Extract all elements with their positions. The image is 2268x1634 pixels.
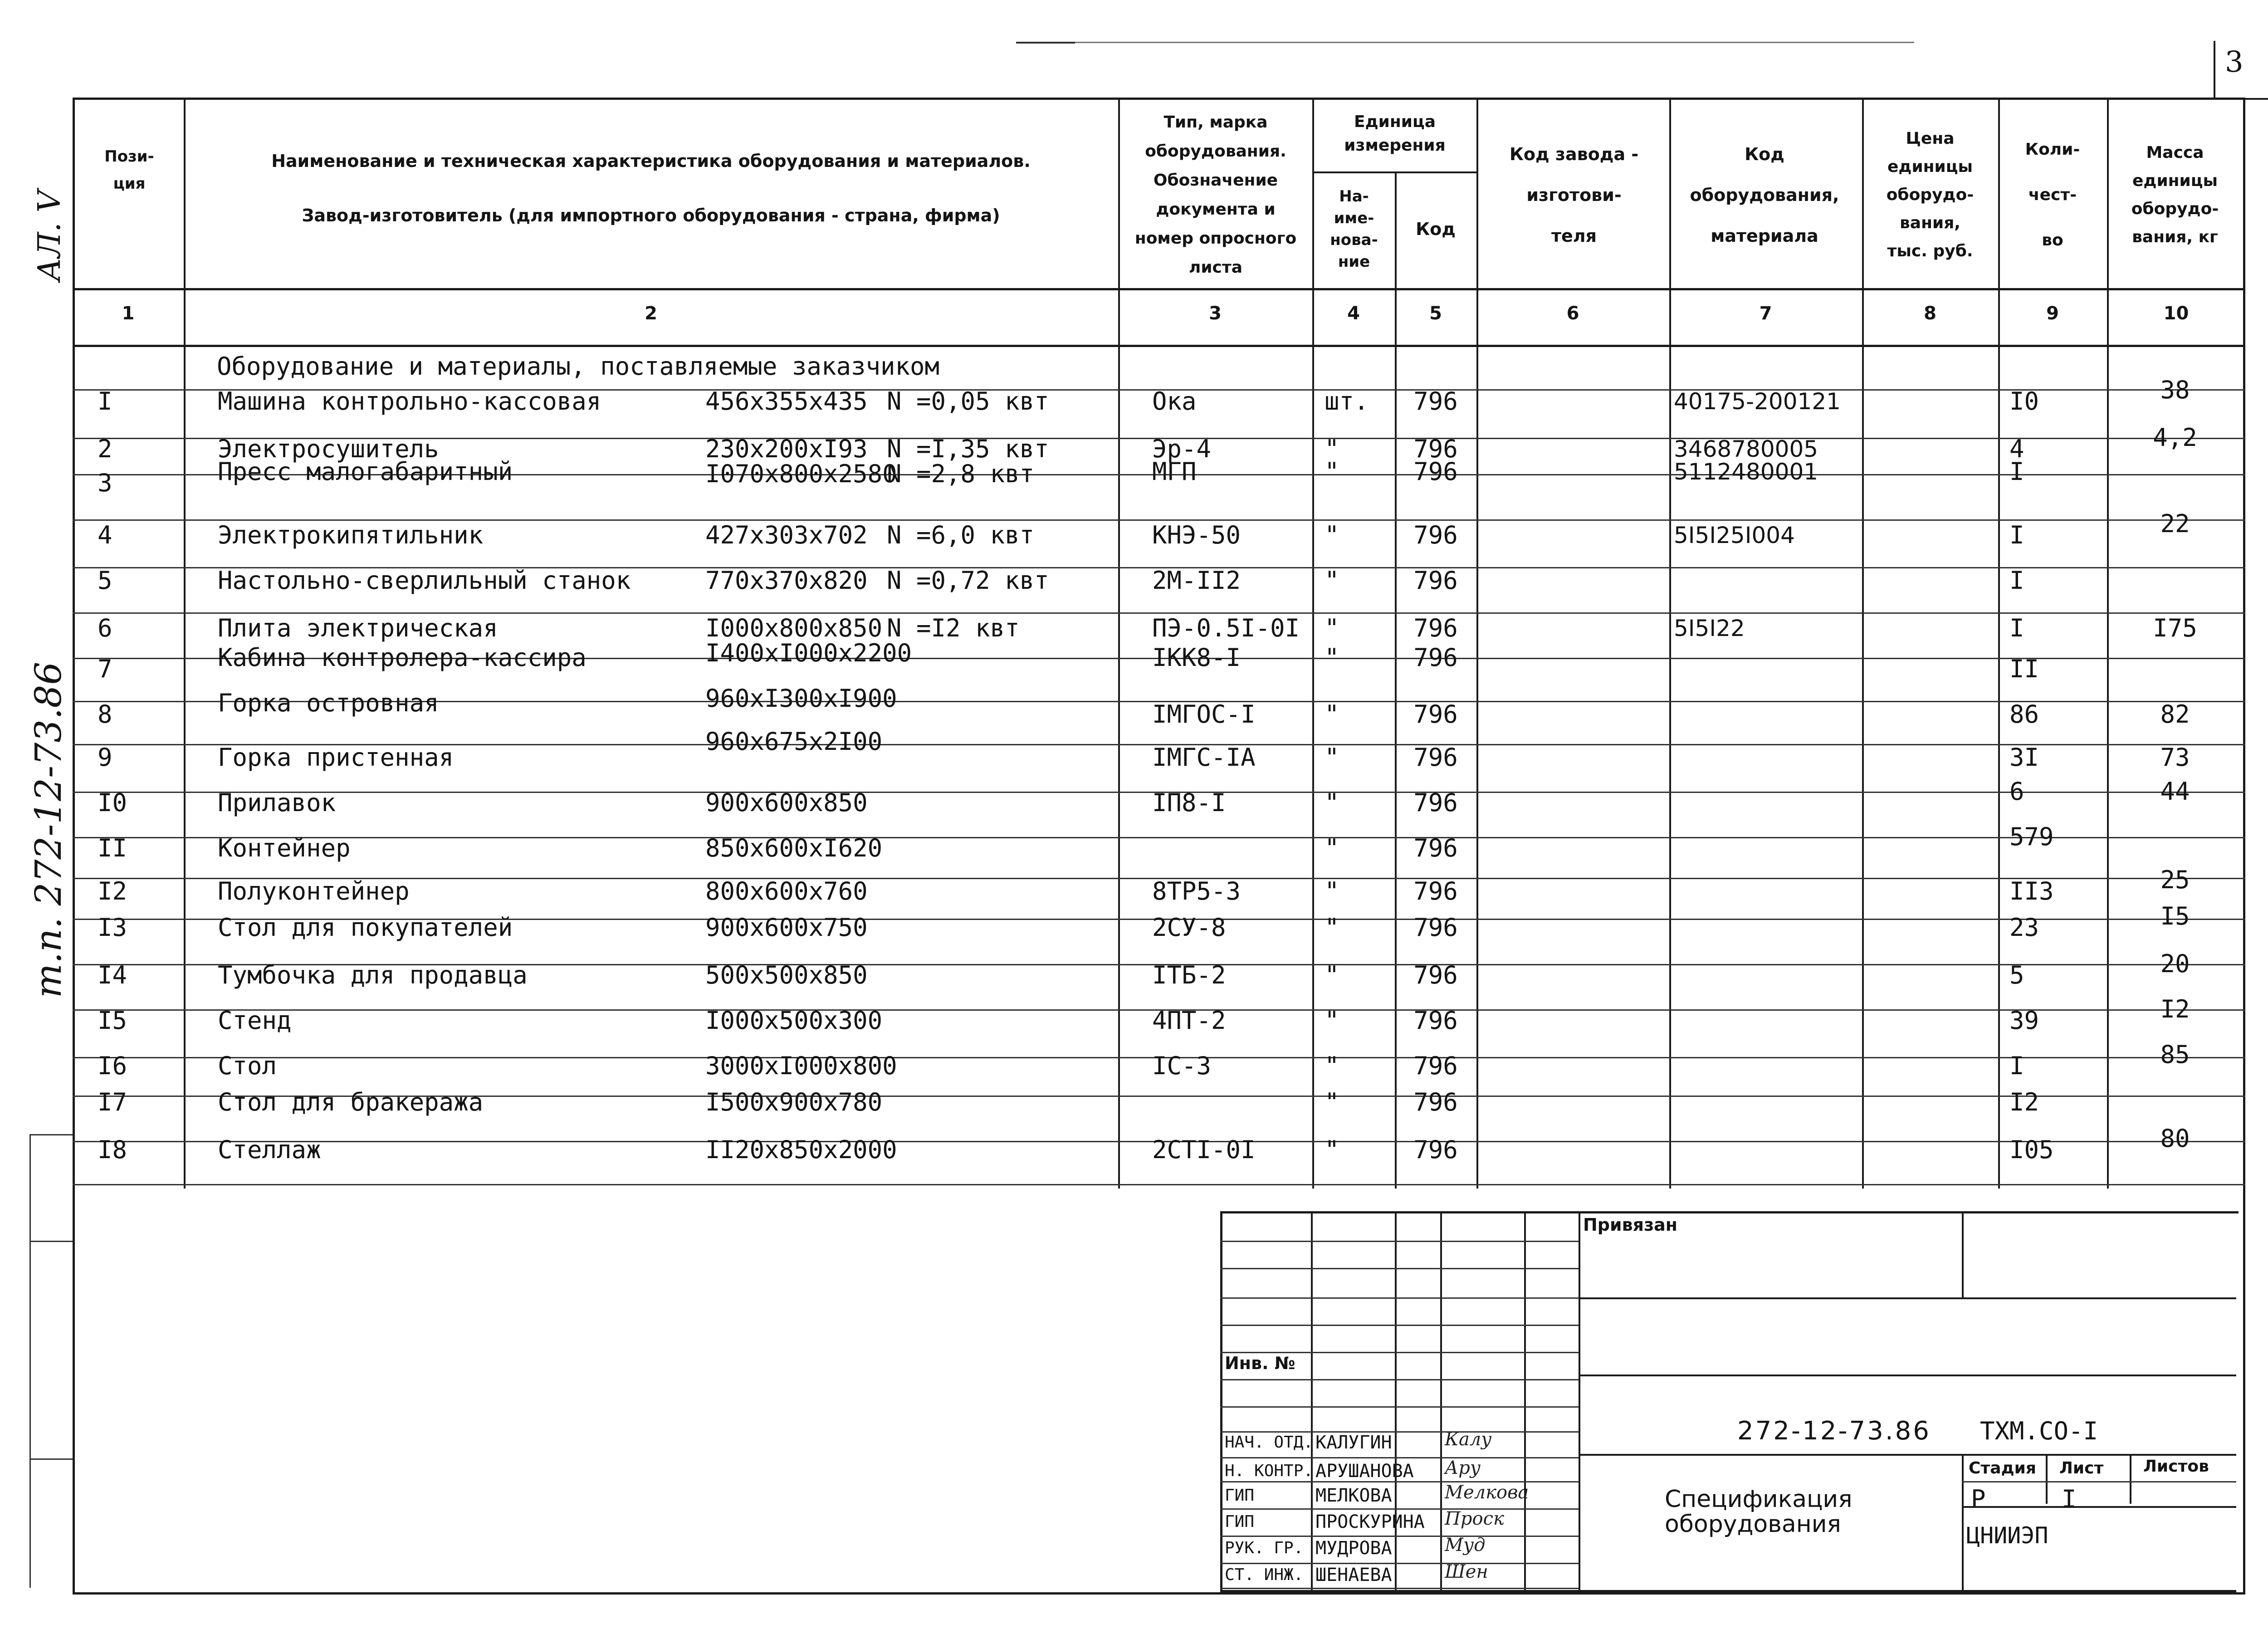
row-unit: " xyxy=(1325,614,1339,642)
header-name-line2: Завод-изготовитель (для импортного оборудования - страна, фирма) xyxy=(302,205,1000,225)
row-unit-code: 796 xyxy=(1413,1052,1458,1080)
staff-role: ГИП xyxy=(1225,1512,1255,1531)
document-title-line2: оборудования xyxy=(1665,1511,1841,1538)
row-name: Контейнер xyxy=(218,834,351,862)
table-row-line xyxy=(73,1184,2245,1185)
row-position: 3 xyxy=(98,469,112,497)
album-mark: АЛ. V xyxy=(32,190,68,281)
row-mass: 73 xyxy=(2160,743,2190,772)
left-margin-tick xyxy=(29,1458,73,1460)
stage-header-line xyxy=(1962,1481,2236,1482)
staff-signature: Муд xyxy=(1445,1535,1486,1556)
document-suffix: ТХМ.СО-I xyxy=(1980,1417,2098,1445)
row-quantity: I xyxy=(2009,457,2024,486)
row-name: Горка островная xyxy=(218,689,439,717)
row-unit-code: 796 xyxy=(1413,700,1458,729)
staff-role: НАЧ. ОТД. xyxy=(1225,1433,1314,1452)
row-position: I8 xyxy=(98,1135,127,1164)
row-name: Стол xyxy=(218,1052,277,1080)
staff-row-line xyxy=(1220,1563,1579,1564)
row-dimensions: 960xI300xI900 xyxy=(705,684,897,713)
row-unit-code: 796 xyxy=(1413,457,1458,486)
header-quantity: Коли- чест- во xyxy=(2025,140,2080,250)
row-quantity: 579 xyxy=(2009,822,2054,851)
row-position: II xyxy=(98,834,127,862)
row-dimensions: 850x600xI620 xyxy=(705,834,883,862)
column-number: 6 xyxy=(1566,303,1579,324)
row-quantity: 4 xyxy=(2009,435,2024,463)
row-type: ПЭ-0.5I-0I xyxy=(1152,614,1300,642)
sheets-label: Листов xyxy=(2143,1457,2209,1476)
section-title: Оборудование и материалы, поставляемые заказчиком xyxy=(217,352,940,381)
title-block-line xyxy=(1579,1297,2236,1299)
row-dimensions: I000x500x300 xyxy=(705,1006,883,1035)
staff-name: КАЛУГИН xyxy=(1315,1432,1392,1453)
title-block-line xyxy=(1579,1454,2236,1456)
row-unit-code: 796 xyxy=(1413,877,1458,905)
row-unit-code: 796 xyxy=(1413,1135,1458,1164)
row-mass: 22 xyxy=(2160,509,2190,538)
title-block-row-line xyxy=(1220,1431,1579,1433)
header-factory-code: Код завода - изготови- теля xyxy=(1509,144,1639,246)
header-name-line1: Наименование и техническая характеристика оборудования и материалов. xyxy=(271,151,1031,171)
row-equipment-code: 3468780005 xyxy=(1674,436,1818,462)
row-unit-code: 796 xyxy=(1413,913,1458,942)
row-unit: " xyxy=(1325,643,1339,672)
header-unit-name: На- име- нова- ние xyxy=(1330,187,1378,271)
row-equipment-code: 40175-200121 xyxy=(1674,388,1841,415)
column-number: 2 xyxy=(645,303,657,324)
row-unit: " xyxy=(1325,1088,1339,1116)
row-position: 6 xyxy=(98,614,112,642)
row-name: Электросушитель xyxy=(218,435,439,463)
row-dimensions: I070x800x2580 xyxy=(705,460,897,488)
row-unit: " xyxy=(1325,913,1339,942)
row-dimensions: 230x200xI93 xyxy=(705,435,868,463)
row-type: 2СУ-8 xyxy=(1152,913,1226,942)
table-column-line xyxy=(1476,98,1478,1189)
row-position: I3 xyxy=(98,913,127,942)
row-quantity: 39 xyxy=(2009,1006,2039,1035)
row-name: Стенд xyxy=(218,1006,292,1035)
row-mass: I5 xyxy=(2160,902,2190,930)
row-unit: " xyxy=(1325,1006,1339,1035)
row-name: Кабина контролера-кассира xyxy=(218,643,587,672)
staff-role: СТ. ИНЖ. xyxy=(1225,1566,1304,1584)
row-unit-code: 796 xyxy=(1413,435,1458,463)
row-mass: I2 xyxy=(2160,995,2190,1023)
row-unit: " xyxy=(1325,1135,1339,1164)
row-mass: 25 xyxy=(2160,866,2190,894)
row-type: IМГОС-I xyxy=(1152,700,1256,729)
row-type: 2СТI-0I xyxy=(1152,1135,1256,1164)
staff-name: МУДРОВА xyxy=(1315,1538,1392,1559)
title-block-row-line xyxy=(1220,1325,1579,1326)
row-mass: 20 xyxy=(2160,949,2190,978)
sheet-label: Лист xyxy=(2059,1459,2104,1477)
row-unit-code: 796 xyxy=(1413,1088,1458,1116)
row-position: 8 xyxy=(98,700,112,729)
column-number: 1 xyxy=(122,303,135,324)
row-mass: 85 xyxy=(2160,1040,2190,1069)
stage-bottom-line xyxy=(1962,1506,2236,1508)
row-quantity: II xyxy=(2009,655,2039,683)
row-position: I4 xyxy=(98,961,127,989)
row-mass: 4,2 xyxy=(2153,423,2197,452)
row-position: 5 xyxy=(98,566,112,595)
column-number: 9 xyxy=(2046,303,2059,324)
row-power: N =6,0 квт xyxy=(887,521,1035,549)
table-column-line xyxy=(184,98,186,1189)
row-name: Пресс малогабаритный xyxy=(218,457,513,486)
column-number: 5 xyxy=(1429,303,1442,324)
row-type: 2М-II2 xyxy=(1152,566,1241,595)
sheet-value: I xyxy=(2062,1485,2077,1513)
row-unit-code: 796 xyxy=(1413,834,1458,862)
staff-signature: Ару xyxy=(1445,1458,1481,1478)
row-type: 4ПТ-2 xyxy=(1152,1006,1226,1035)
row-type: КНЭ-50 xyxy=(1152,521,1241,549)
row-unit-code: 796 xyxy=(1413,1006,1458,1035)
row-name: Стол для покупателей xyxy=(218,913,513,942)
staff-role: РУК. ГР. xyxy=(1225,1539,1304,1557)
row-name: Стеллаж xyxy=(218,1135,321,1164)
title-block-row-line xyxy=(1220,1268,1579,1269)
row-dimensions: 770x370x820 xyxy=(705,566,868,595)
title-block-row-line xyxy=(1220,1379,1579,1380)
row-quantity: 3I xyxy=(2009,743,2039,772)
staff-signature: Калу xyxy=(1445,1429,1492,1450)
row-quantity: 23 xyxy=(2009,913,2039,942)
page-number: 3 xyxy=(2225,45,2244,79)
row-mass: I75 xyxy=(2153,614,2197,642)
row-power: N =0,72 квт xyxy=(887,566,1049,595)
staff-row-line xyxy=(1220,1536,1579,1537)
column-number: 7 xyxy=(1759,303,1772,324)
row-power: N =I,35 квт xyxy=(887,435,1049,463)
title-block-line xyxy=(1579,1375,2236,1376)
title-block-row-line xyxy=(1220,1406,1579,1408)
row-unit-code: 796 xyxy=(1413,643,1458,672)
column-number: 8 xyxy=(1924,303,1936,324)
row-name: Машина контрольно-кассовая xyxy=(218,387,601,416)
row-unit: " xyxy=(1325,566,1339,595)
row-equipment-code: 5I5I22 xyxy=(1674,615,1745,641)
row-unit: " xyxy=(1325,743,1339,772)
staff-row-line xyxy=(1220,1508,1579,1510)
header-unit-group: Единица измерения xyxy=(1344,113,1446,155)
row-unit-code: 796 xyxy=(1413,961,1458,989)
title-block-divider xyxy=(1962,1454,1964,1592)
row-type: IКК8-I xyxy=(1152,643,1241,672)
row-type: Ока xyxy=(1152,387,1197,416)
row-position: I5 xyxy=(98,1006,127,1035)
row-name: Прилавок xyxy=(218,788,336,817)
title-block-column-line xyxy=(1579,1211,1580,1592)
left-margin-tick xyxy=(29,1241,73,1242)
row-mass: 44 xyxy=(2160,777,2190,806)
staff-row-line xyxy=(1220,1481,1579,1482)
row-type: Эр-4 xyxy=(1152,435,1212,463)
staff-signature: Проск xyxy=(1445,1508,1504,1529)
row-unit-code: 796 xyxy=(1413,743,1458,772)
row-quantity: II3 xyxy=(2009,877,2054,905)
row-dimensions: 3000xI000x800 xyxy=(705,1052,897,1080)
project-code: т.п. 272-12-73.86 xyxy=(27,661,69,998)
row-name: Стол для бракеража xyxy=(218,1088,484,1116)
row-type: IП8-I xyxy=(1152,788,1226,817)
linked-label: Привязан xyxy=(1583,1215,1678,1235)
row-dimensions: I400xI000x2200 xyxy=(705,639,912,667)
row-name: Плита электрическая xyxy=(218,614,498,642)
row-unit: " xyxy=(1325,457,1339,486)
row-unit-code: 796 xyxy=(1413,788,1458,817)
row-power: N =I2 квт xyxy=(887,614,1020,642)
header-bottom-line xyxy=(73,288,2245,290)
row-position: I7 xyxy=(98,1088,127,1116)
row-dimensions: 500x500x850 xyxy=(705,961,868,989)
staff-row-line xyxy=(1220,1588,1579,1589)
staff-row-line xyxy=(1220,1457,1579,1458)
row-quantity: I xyxy=(2009,1052,2024,1080)
row-type: IС-3 xyxy=(1152,1052,1212,1080)
row-power: N =2,8 квт xyxy=(887,460,1035,488)
column-number: 4 xyxy=(1347,303,1360,324)
row-unit: " xyxy=(1325,1052,1339,1080)
row-type: IТБ-2 xyxy=(1152,961,1226,989)
column-number: 3 xyxy=(1209,303,1222,324)
row-quantity: 5 xyxy=(2009,961,2024,989)
row-dimensions: 800x600x760 xyxy=(705,877,868,905)
row-quantity: I05 xyxy=(2009,1135,2054,1164)
staff-name: ПРОСКУРИНА xyxy=(1315,1512,1425,1532)
unit-header-divider xyxy=(1312,171,1476,173)
row-unit: шт. xyxy=(1325,387,1369,416)
header-unit-code: Код xyxy=(1416,219,1456,239)
row-equipment-code: 5112480001 xyxy=(1674,459,1818,485)
row-dimensions: I000x800x850 xyxy=(705,614,883,642)
row-type: МГП xyxy=(1152,457,1197,486)
header-type: Тип, марка оборудования. Обозначение документа и номер опросного листа xyxy=(1134,113,1297,277)
stage-label: Стадия xyxy=(1969,1459,2036,1477)
inventory-label: Инв. № xyxy=(1225,1353,1295,1373)
sheet-divider xyxy=(2130,1454,2131,1504)
staff-role: ГИП xyxy=(1225,1486,1255,1505)
row-dimensions: 900x600x750 xyxy=(705,913,868,942)
staff-name: ШЕНАЕВА xyxy=(1315,1565,1392,1585)
staff-signature: Шен xyxy=(1445,1561,1488,1582)
document-title-line1: Спецификация xyxy=(1665,1486,1853,1513)
top-scan-line xyxy=(1016,42,1914,43)
row-type: IМГС-IА xyxy=(1152,743,1256,772)
row-type: 8ТР5-3 xyxy=(1152,877,1241,905)
row-quantity: I xyxy=(2009,566,2024,595)
row-quantity: I xyxy=(2009,521,2024,549)
row-position: I0 xyxy=(98,788,127,817)
row-name: Горка пристенная xyxy=(218,743,454,772)
row-quantity: 6 xyxy=(2009,777,2024,806)
table-column-line xyxy=(1395,172,1397,1189)
row-position: I xyxy=(98,387,112,416)
table-row-line xyxy=(73,837,2245,838)
top-scan-line-short xyxy=(1016,42,1075,44)
row-position: 4 xyxy=(98,521,112,549)
row-dimensions: 900x600x850 xyxy=(705,788,868,817)
title-block-row-line xyxy=(1220,1352,1579,1353)
row-dimensions: 456x355x435 xyxy=(705,387,868,416)
row-unit-code: 796 xyxy=(1413,614,1458,642)
row-position: I6 xyxy=(98,1052,127,1080)
row-dimensions: 960x675x2I00 xyxy=(705,727,883,756)
header-price: Цена единицы оборудо- вания, тыс. руб. xyxy=(1886,129,1974,260)
row-position: I2 xyxy=(98,877,127,905)
number-row-bottom-line xyxy=(73,345,2245,347)
row-unit-code: 796 xyxy=(1413,387,1458,416)
stage-value: Р xyxy=(1971,1485,1986,1513)
row-unit: " xyxy=(1325,961,1339,989)
column-number: 10 xyxy=(2163,303,2189,324)
row-position: 9 xyxy=(98,743,112,772)
row-position: 7 xyxy=(98,655,112,683)
staff-name: МЕЛКОВА xyxy=(1315,1485,1392,1506)
row-mass: 80 xyxy=(2160,1124,2190,1153)
row-quantity: I0 xyxy=(2009,387,2039,416)
header-position: Пози- ция xyxy=(104,147,154,193)
header-equipment-code: Код оборудования, материала xyxy=(1690,144,1839,246)
title-block-divider xyxy=(1962,1211,1964,1297)
staff-role: Н. КОНТР. xyxy=(1225,1462,1314,1480)
row-name: Электрокипятильник xyxy=(218,521,484,549)
row-dimensions: II20x850x2000 xyxy=(705,1135,897,1164)
organization: ЦНИИЭП xyxy=(1966,1522,2048,1549)
row-dimensions: 427x303x702 xyxy=(705,521,868,549)
row-unit: " xyxy=(1325,521,1339,549)
row-name: Полуконтейнер xyxy=(218,877,410,905)
left-margin-tick xyxy=(29,1134,73,1135)
row-dimensions: I500x900x780 xyxy=(705,1088,883,1116)
title-block-row-line xyxy=(1220,1241,1579,1242)
row-unit: " xyxy=(1325,435,1339,463)
left-margin-line xyxy=(29,1134,31,1588)
header-mass: Масса единицы оборудо- вания, кг xyxy=(2131,143,2219,246)
row-quantity: I xyxy=(2009,614,2024,642)
table-column-line xyxy=(1118,98,1120,1189)
row-unit: " xyxy=(1325,877,1339,905)
row-name: Настольно-сверлильный станок xyxy=(218,566,631,595)
row-equipment-code: 5I5I25I004 xyxy=(1674,522,1795,548)
title-block-row-line xyxy=(1220,1297,1579,1299)
document-code: 272-12-73.86 xyxy=(1737,1416,1931,1446)
row-position: 2 xyxy=(98,435,112,463)
staff-name: АРУШАНОВА xyxy=(1315,1461,1414,1482)
row-quantity: I2 xyxy=(2009,1088,2039,1116)
row-mass: 38 xyxy=(2160,376,2190,404)
row-quantity: 86 xyxy=(2009,700,2039,729)
stage-divider xyxy=(2046,1454,2048,1504)
row-mass: 82 xyxy=(2160,700,2190,729)
row-unit-code: 796 xyxy=(1413,521,1458,549)
row-name: Тумбочка для продавца xyxy=(218,961,528,989)
staff-signature: Мелкова xyxy=(1445,1482,1529,1503)
row-unit: " xyxy=(1325,700,1339,729)
row-unit: " xyxy=(1325,834,1339,862)
row-unit: " xyxy=(1325,788,1339,817)
row-unit-code: 796 xyxy=(1413,566,1458,595)
title-block-bottom xyxy=(1220,1590,2236,1592)
row-power: N =0,05 квт xyxy=(887,387,1049,416)
